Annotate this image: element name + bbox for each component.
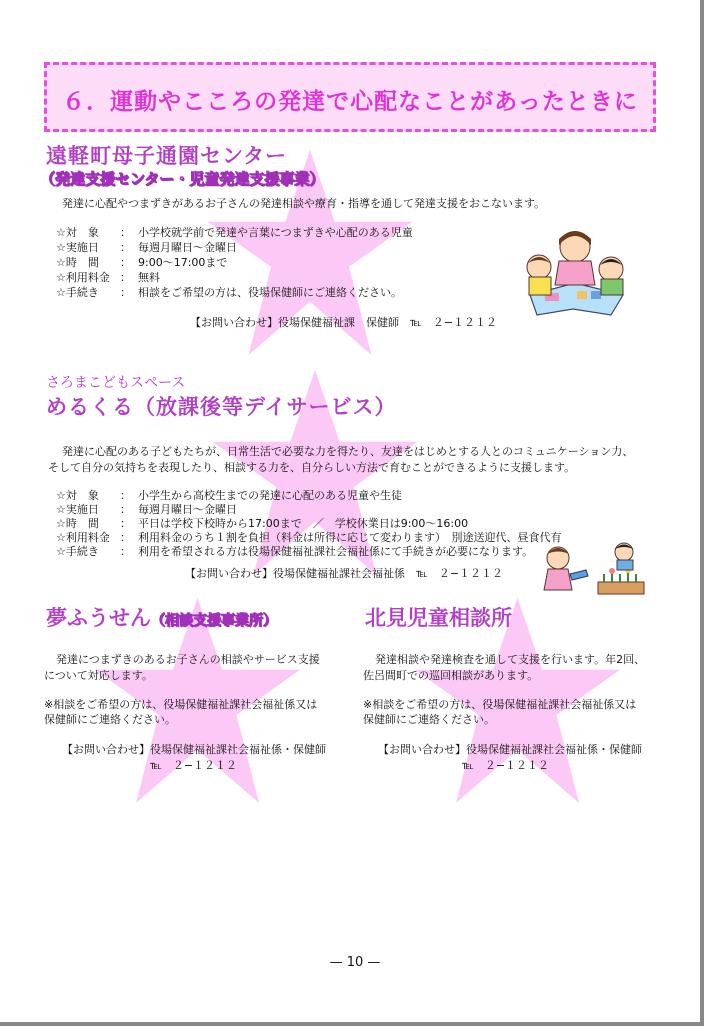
yume-description-1: 発達につまずきのあるお子さんの相談やサービス支援 xyxy=(56,653,320,666)
kitami-title: 北見児童相談所 xyxy=(365,606,512,630)
kitami-contact-1: 【お問い合わせ】役場保健福祉課社会福祉係・保健師 xyxy=(378,743,642,756)
center-detail-fee: ☆利用料金 ： 無料 xyxy=(56,271,160,284)
yume-title-sub: （相談支援事業所） xyxy=(151,613,277,629)
center-contact: 【お問い合わせ】役場保健福祉課 保健師 ℡ ２−１２１２ xyxy=(190,316,498,329)
yume-contact-2: ℡ ２−１２１２ xyxy=(150,759,238,772)
section-title: ６．運動やこころの発達で心配なことがあったときに xyxy=(62,89,638,115)
kitami-note-1: ※相談をご希望の方は、役場保健福祉課社会福祉係又は xyxy=(363,698,637,711)
kitami-description-2: 佐呂間町での巡回相談があります。 xyxy=(363,669,539,682)
center-detail-target: ☆対 象 ： 小学校就学前で発達や言葉につまずきや心配のある児童 xyxy=(56,226,413,239)
kitami-note-2: 保健師にご連絡ください。 xyxy=(363,713,495,726)
space-description-2: そして自分の気持ちを表現したり、相談する力を、自分らしい方法で育むことができるように支援します。 xyxy=(48,461,576,474)
yume-title xyxy=(46,602,277,632)
yume-contact-1: 【お問い合わせ】役場保健福祉課社会福祉係・保健師 xyxy=(62,743,326,756)
yume-title-main: 夢ふうせん xyxy=(46,606,151,630)
center-description: 発達に心配やつまずきがあるお子さんの発達相談や療育・指導を通して発達支援をおこないます。 xyxy=(62,197,546,210)
space-pretitle: さろまこどもスペース xyxy=(46,375,186,391)
yume-note-2: 保健師にご連絡ください。 xyxy=(44,713,176,726)
center-detail-procedure: ☆手続き ： 相談をご希望の方は、役場保健師にご連絡ください。 xyxy=(56,286,402,299)
space-detail-target: ☆対 象 ： 小学生から高校生までの発達に心配のある児童や生徒 xyxy=(56,489,402,502)
kitami-description-1: 発達相談や発達検査を通して支援を行います。年2回、 xyxy=(375,653,646,666)
yume-description-2: について対応します。 xyxy=(44,669,153,682)
children-gardening-illustration xyxy=(538,540,648,598)
children-reading-illustration xyxy=(515,225,635,317)
space-detail-fee: ☆利用料金 ： 利用料金のうち１割を負担（料金は所得に応じて変わります） 別途送迎代、昼食代有 xyxy=(56,531,562,544)
space-detail-hours: ☆時 間 ： 平日は学校下校時から17:00まで ／ 学校休業日は9:00〜16:00 xyxy=(56,517,469,530)
space-detail-days: ☆実施日 ： 毎週月曜日〜金曜日 xyxy=(56,503,237,516)
center-detail-days: ☆実施日 ： 毎週月曜日〜金曜日 xyxy=(56,241,237,254)
kitami-contact-2: ℡ ２−１２１２ xyxy=(462,759,550,772)
space-description-1: 発達に心配のある子どもたちが、日常生活で必要な力を得たり、友達をはじめとする人とのコミュニケーション力、 xyxy=(62,445,634,458)
yume-note-1: ※相談をご希望の方は、役場保健福祉課社会福祉係又は xyxy=(44,698,318,711)
page-number: — 10 — xyxy=(329,955,381,970)
space-title: めるくる（放課後等デイサービス） xyxy=(46,395,397,419)
center-title: 遠軽町母子通園センター xyxy=(46,144,288,168)
space-detail-procedure: ☆手続き ： 利用を希望される方は役場保健福祉課社会福祉係にて手続きが必要になります。 xyxy=(56,545,534,558)
section-header xyxy=(44,62,656,132)
center-subtitle: （発達支援センター・児童発達支援事業） xyxy=(40,170,325,188)
center-detail-hours: ☆時 間 ： 9:00〜17:00まで xyxy=(56,256,228,269)
space-contact: 【お問い合わせ】役場保健福祉課社会福祉係 ℡ ２−１２１２ xyxy=(185,567,504,580)
